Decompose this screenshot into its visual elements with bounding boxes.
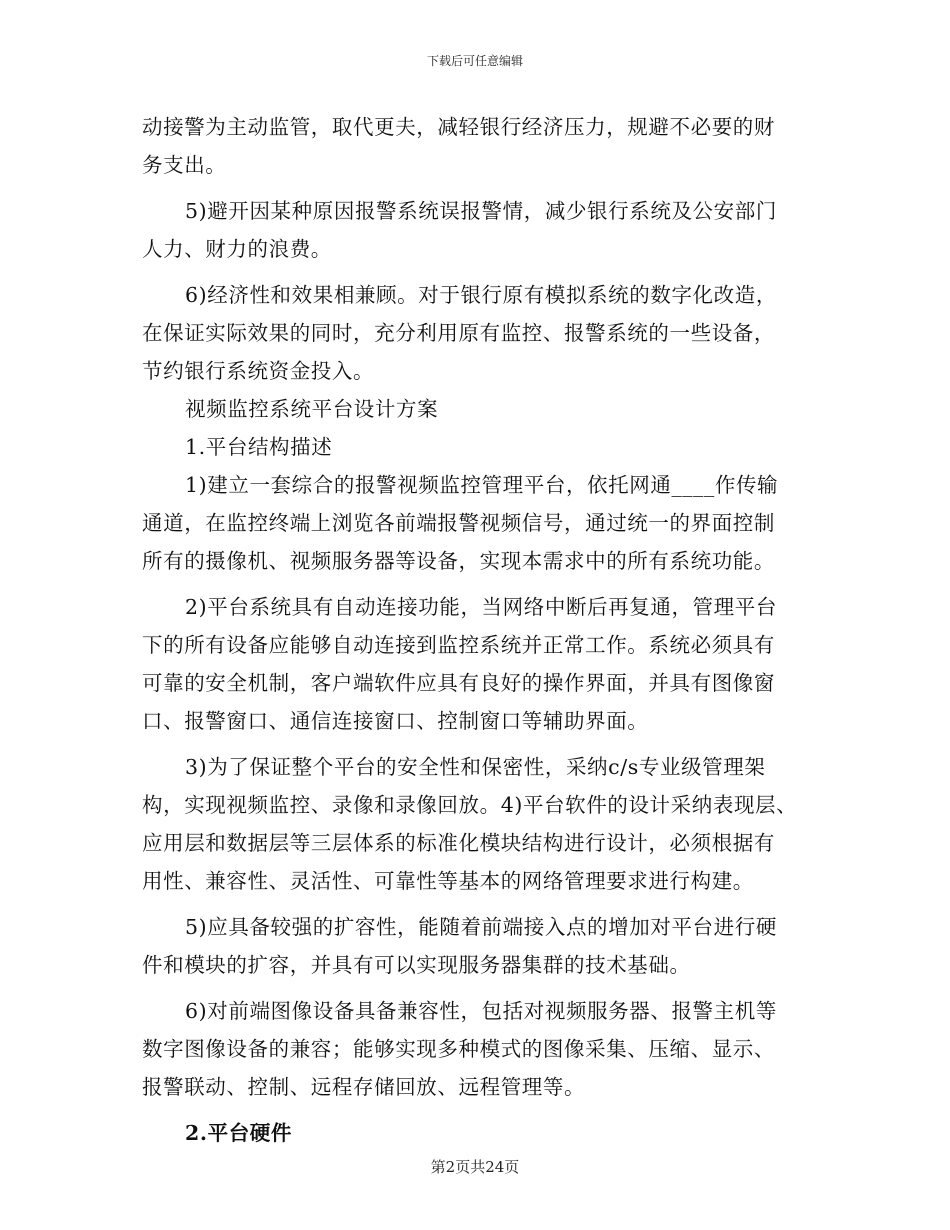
text-line: 应用层和数据层等三层体系的标准化模块结构进行设计，必须根据有	[142, 831, 775, 855]
document-body	[142, 108, 812, 1152]
text-line: 用性、兼容性、灵活性、可靠性等基本的网络管理要求进行构建。	[142, 869, 754, 893]
text-line: 数字图像设备的兼容；能够实现多种模式的图像采集、压缩、显示、	[142, 1037, 775, 1061]
text-line: 动接警为主动监管，取代更夫，减轻银行经济压力，规避不必要的财	[142, 115, 775, 139]
page-footer: 第2页共24页	[430, 1158, 520, 1176]
text-line: 节约银行系统资金投入。	[142, 359, 375, 383]
text-line: 下的所有设备应能够自动连接到监控系统并正常工作。系统必须具有	[142, 633, 775, 657]
page-header: 下载后可任意编辑	[426, 54, 523, 68]
text-line: 可靠的安全机制，客户端软件应具有良好的操作界面，并具有图像窗	[142, 671, 775, 695]
text-line: 3)为了保证整个平台的安全性和保密性，采纳c/s专业级管理架	[185, 755, 766, 779]
section-heading: 1.平台结构描述	[185, 435, 333, 459]
text-line: 5)避开因某种原因报警系统误报警情，减少银行系统及公安部门	[185, 199, 777, 223]
text-line: 务支出。	[142, 153, 227, 177]
text-line: 2)平台系统具有自动连接功能，当网络中断后再复通，管理平台	[185, 595, 777, 619]
text-line: 所有的摄像机、视频服务器等设备，实现本需求中的所有系统功能。	[142, 549, 775, 573]
text-line: 件和模块的扩容，并具有可以实现服务器集群的技术基础。	[142, 953, 691, 977]
text-line: 在保证实际效果的同时，充分利用原有监控、报警系统的一些设备，	[142, 321, 775, 345]
text-line: 5)应具备较强的扩容性，能随着前端接入点的增加对平台进行硬	[185, 915, 777, 939]
text-line: 通道，在监控终端上浏览各前端报警视频信号，通过统一的界面控制	[142, 511, 775, 535]
section-heading: 2.平台硬件	[185, 1121, 293, 1145]
text-line: 报警联动、控制、远程存储回放、远程管理等。	[142, 1075, 586, 1099]
text-line: 6)经济性和效果相兼顾。对于银行原有模拟系统的数字化改造，	[185, 283, 777, 307]
text-line: 构，实现视频监控、录像和录像回放。4)平台软件的设计采纳表现层、	[142, 793, 798, 817]
text-line: 1)建立一套综合的报警视频监控管理平台，依托网通____作传输	[185, 473, 779, 497]
text-line: 6)对前端图像设备具备兼容性，包括对视频服务器、报警主机等	[185, 999, 777, 1023]
text-line: 人力、财力的浪费。	[142, 237, 332, 261]
text-line: 口、报警窗口、通信连接窗口、控制窗口等辅助界面。	[142, 709, 649, 733]
section-title: 视频监控系统平台设计方案	[185, 397, 439, 421]
